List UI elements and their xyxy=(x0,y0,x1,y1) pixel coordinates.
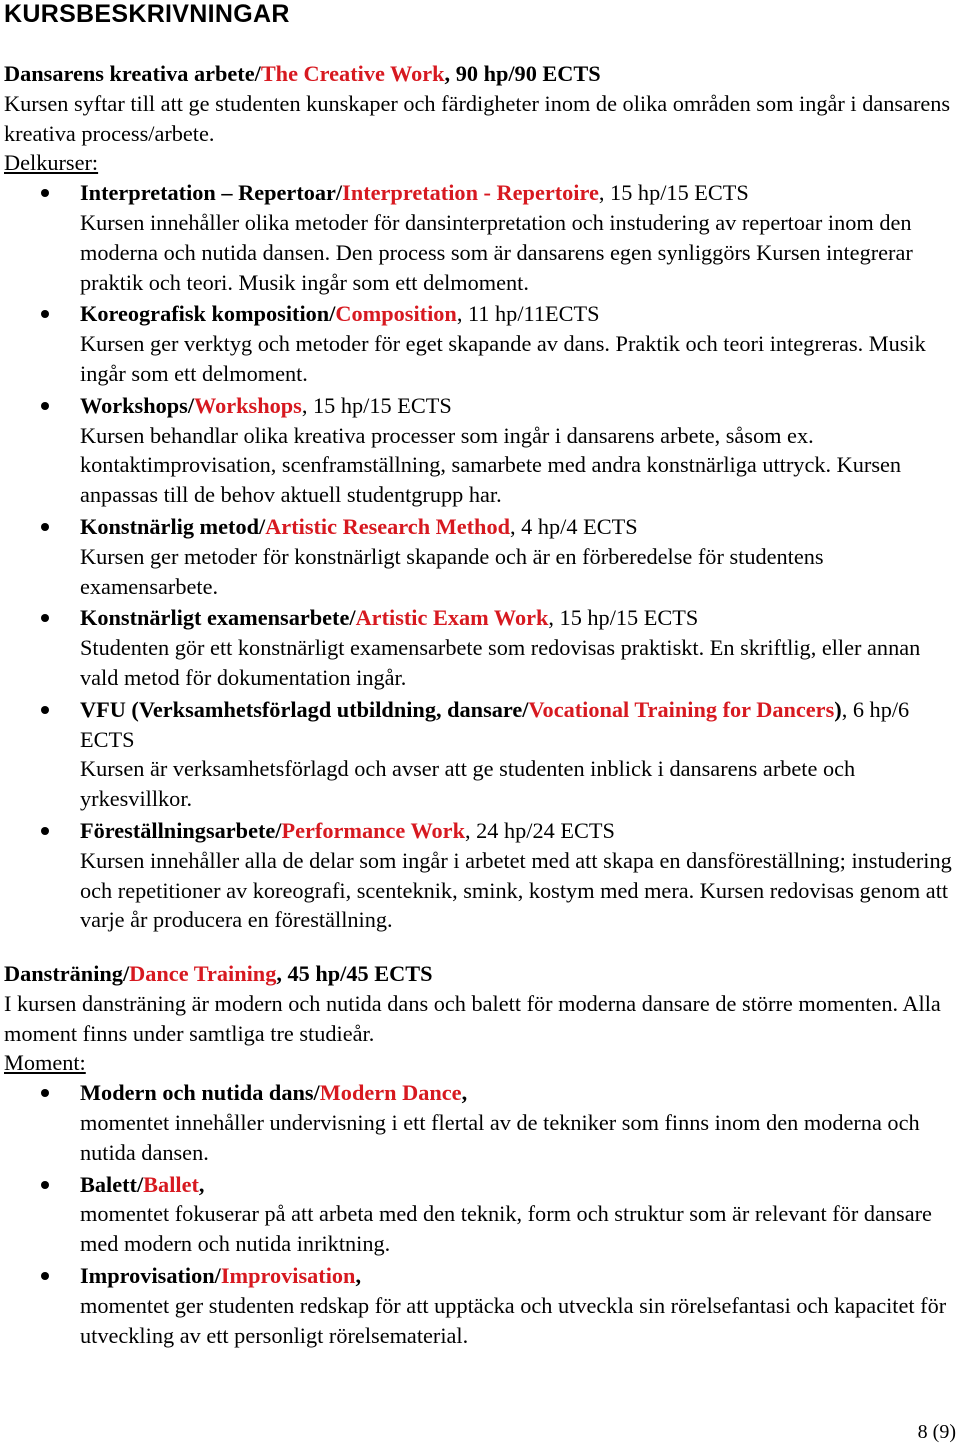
page-title: KURSBESKRIVNINGAR xyxy=(4,0,290,28)
section-intro: I kursen dansträning är modern och nutida dans och balett för moderna dansare de större momenten. Alla moment finns under samtliga tre studieår. xyxy=(4,990,941,1046)
section-dance-training xyxy=(4,959,956,1350)
item-description: Kursen ger verktyg och metoder för eget skapande av dans. Praktik och teori integreras. Musik ingår som ett delmoment. xyxy=(80,331,926,386)
item-title: Föreställningsarbete/Performance Work, 24 hp/24 ECTS xyxy=(80,817,615,843)
section-creative-work xyxy=(4,59,956,935)
section-intro: Kursen syftar till att ge studenten kunskaper och färdigheter inom de olika områden som ingår i dansarens kreativa process/arbete. xyxy=(4,90,951,146)
item-description: Kursen innehåller alla de delar som ingår i arbetet med att skapa en dansföreställning; instudering och repetitioner av koreografi, scenteknik, smink, kostym med mera. Kursen redovisas genom att varje år producera en föreställning. xyxy=(80,847,952,933)
list-item xyxy=(4,512,956,601)
moments-label: Moment: xyxy=(4,1050,86,1076)
item-description: momentet innehåller undervisning i ett flertal av de tekniker som finns inom den moderna och nutida dansen. xyxy=(80,1109,920,1165)
subcourse-list xyxy=(4,178,956,935)
item-title: Koreografisk komposition/Composition, 11 hp/11ECTS xyxy=(80,301,600,327)
item-title: Modern och nutida dans/Modern Dance, xyxy=(80,1080,468,1106)
list-item xyxy=(4,391,956,510)
subcourses-label: Delkurser: xyxy=(4,150,99,176)
item-title: Balett/Ballet, xyxy=(80,1171,205,1197)
document-page xyxy=(4,0,956,1348)
item-description: Kursen är verksamhetsförlagd och avser att ge studenten inblick i dansarens arbete och yrkesvillkor. xyxy=(80,756,856,812)
moment-list xyxy=(4,1078,956,1350)
list-item xyxy=(4,1078,956,1167)
item-description: momentet fokuserar på att arbeta med den teknik, form och struktur som är relevant för dansare med modern och nutida inriktning. xyxy=(80,1201,932,1257)
list-item xyxy=(4,1261,956,1350)
list-item xyxy=(4,299,956,388)
item-description: momentet ger studenten redskap för att upptäcka och utveckla sin rörelsefantasi och kapacitet för utveckling av ett personligt rörelsematerial. xyxy=(80,1292,947,1348)
item-description: Kursen behandlar olika kreativa processer som ingår i dansarens arbete, såsom ex. kontaktimprovisation, scenframställning, samarbete med andra konstnärliga uttryck. Kursen anpassas till de behov aktuell studentgrupp har. xyxy=(80,422,902,508)
list-item xyxy=(4,178,956,297)
heading-english: Dance Training xyxy=(129,961,277,986)
heading-swedish: Dansarens kreativa arbete/ xyxy=(4,61,261,86)
item-description: Studenten gör ett konstnärligt examensarbete som redovisas praktiskt. En skriftlig, eller annan vald metod för dokumentation ingår. xyxy=(80,635,921,690)
list-item xyxy=(4,816,956,935)
heading-credits: , 45 hp/45 ECTS xyxy=(276,961,433,986)
item-title: Improvisation/Improvisation, xyxy=(80,1262,362,1288)
heading-credits: , 90 hp/90 ECTS xyxy=(444,61,601,86)
item-title: VFU (Verksamhetsförlagd utbildning, dansare/Vocational Training for Dancers), 6 hp/6 ECTS xyxy=(80,696,910,752)
page-number: 8 (9) xyxy=(917,1421,956,1443)
item-title: Workshops/Workshops, 15 hp/15 ECTS xyxy=(80,392,452,418)
section-heading xyxy=(4,959,956,989)
heading-swedish: Dansträning/ xyxy=(4,961,130,986)
item-description: Kursen innehåller olika metoder för dansinterpretation och instudering av repertoar inom den moderna och nutida dansen. Den process som är dansarens egen synliggörs Kursen integrerar praktik och teori. Musik ingår som ett delmoment. xyxy=(80,209,913,295)
item-title: Interpretation – Repertoar/Interpretation - Repertoire, 15 hp/15 ECTS xyxy=(80,180,749,206)
section-heading xyxy=(4,59,956,89)
list-item xyxy=(4,695,956,814)
item-description: Kursen ger metoder för konstnärligt skapande och är en förberedelse för studentens examensarbete. xyxy=(80,543,824,599)
list-item xyxy=(4,603,956,692)
item-title: Konstnärligt examensarbete/Artistic Exam Work, 15 hp/15 ECTS xyxy=(80,605,699,631)
item-title: Konstnärlig metod/Artistic Research Method, 4 hp/4 ECTS xyxy=(80,513,638,539)
list-item xyxy=(4,1170,956,1259)
heading-english: The Creative Work xyxy=(260,61,445,86)
